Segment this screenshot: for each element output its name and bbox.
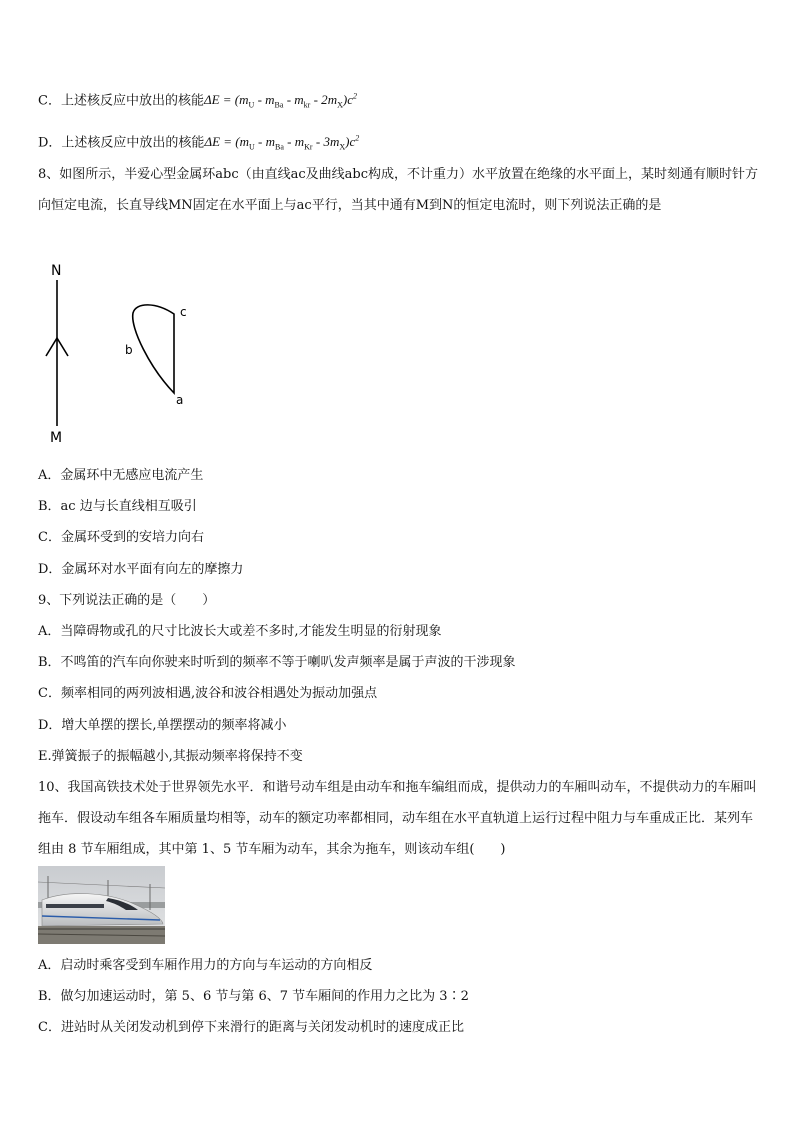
label-m: M [50, 430, 63, 446]
q7-option-c-text: C．上述核反应中放出的核能 [38, 93, 204, 109]
q8-option-a: A．金属环中无感应电流产生 [38, 468, 204, 483]
q9-option-a: A．当障碍物或孔的尺寸比波长大或差不多时,才能发生明显的衍射现象 [38, 624, 442, 639]
q10-option-b: B．做匀加速运动时，第 5、6 节与第 6、7 节车厢间的作用力之比为 3∶2 [38, 989, 469, 1004]
metal-loop-abc [133, 305, 174, 393]
q7-option-c-formula: $\Delta E = (m_U - m_{Ba} - m_{kr} - 2m_X)c^2$ [203, 92, 357, 110]
q7-option-d [38, 130, 359, 157]
label-a: a [176, 393, 184, 407]
q8-stem: 8、如图所示，半爱心型金属环abc（由直线ac及曲线abc构成，不计重力）水平放置在绝缘的水平面上，某时刻通有顺时针方向恒定电流，长直导线MN固定在水平面上与ac平行，当其中通有M到N的恒定电流时，则下列说法正确的是 [38, 167, 759, 213]
q8-option-c: C．金属环受到的安培力向右 [38, 530, 204, 545]
q7-option-c [38, 88, 357, 115]
q7-option-d-text: D．上述核反应中放出的核能 [38, 135, 205, 151]
q8-option-d: D．金属环对水平面有向左的摩擦力 [38, 562, 244, 577]
q7-option-d-formula: $\Delta E = (m_U - m_{Ba} - m_{Kr} - 3m_X)c^2$ [204, 134, 360, 152]
label-b: b [125, 343, 133, 357]
q9-option-b: B．不鸣笛的汽车向你驶来时听到的频率不等于喇叭发声频率是属于声波的干涉现象 [38, 655, 516, 670]
q9-option-e: E.弹簧振子的振幅越小,其振动频率将保持不变 [38, 749, 303, 764]
high-speed-train-photo [38, 866, 165, 944]
q8-diagram [30, 258, 230, 448]
q9-option-c: C．频率相同的两列波相遇,波谷和波谷相遇处为振动加强点 [38, 686, 378, 701]
label-c: c [180, 305, 187, 319]
q8-option-b: B．ac 边与长直线相互吸引 [38, 499, 197, 514]
q9-stem: 9、下列说法正确的是（ ） [38, 593, 216, 608]
label-n: N [51, 263, 62, 279]
q10-option-a: A．启动时乘客受到车厢作用力的方向与车运动的方向相反 [38, 958, 373, 973]
q9-option-d: D．增大单摆的摆长,单摆摆动的频率将减小 [38, 718, 287, 733]
q10-stem: 10、我国高铁技术处于世界领先水平．和谐号动车组是由动车和拖车编组而成，提供动力的车厢叫动车，不提供动力的车厢叫拖车．假设动车组各车厢质量均相等，动车的额定功率都相同，动车组在水平直轨道上运行过程中阻力与车重成正比．某列车组由 8 节车厢组成，其中第 1、5 节车厢为动车，其余为拖车，则该动车组( ) [38, 780, 757, 857]
q10-option-c: C．进站时从关闭发动机到停下来滑行的距离与关闭发动机时的速度成正比 [38, 1020, 464, 1035]
